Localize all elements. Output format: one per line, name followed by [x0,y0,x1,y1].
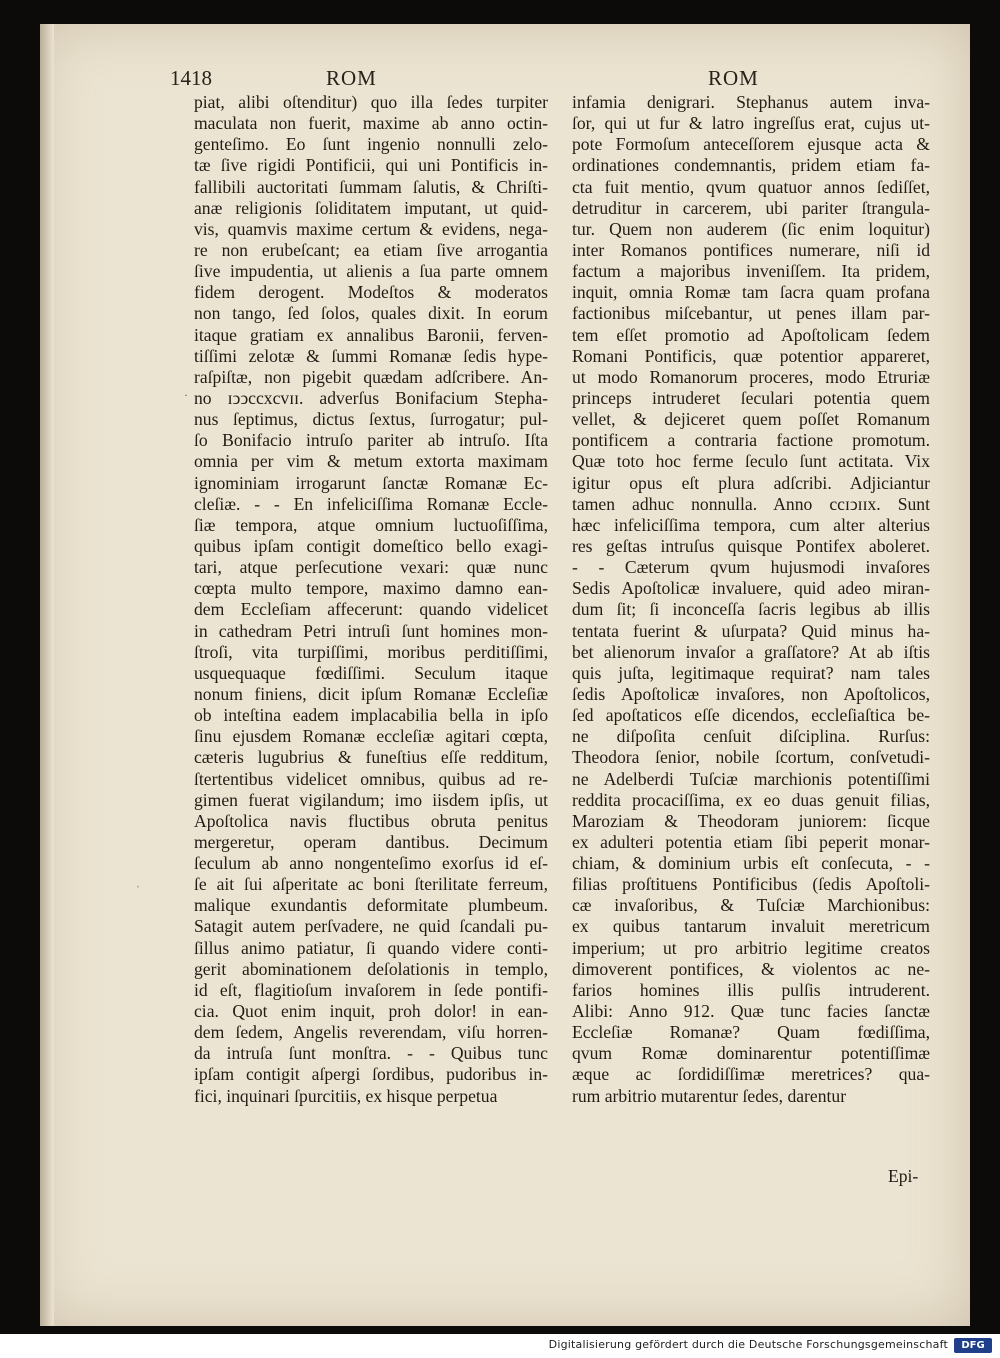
text-line: ſedis Apoſtolicæ invaſores, non Apoſtolicos, [572,683,930,704]
text-line: cleſiæ. - - En infeliciſſima Romanæ Eccle- [194,493,548,514]
text-line: inter Romanos pontifices numerare, niſi id [572,239,930,260]
text-line: pote Formoſum anteceſſorem ejusque acta & [572,134,930,155]
text-line: princeps intruderet ſeculari potentia quem [572,387,930,408]
text-line: non tango, ſed ſolos, quales dixit. In eorum [194,303,548,324]
text-line: cia. Quot enim inquit, proh dolor! in ean- [194,1001,548,1022]
text-column-right [572,92,930,1107]
text-line: rum arbitrio mutarentur ſedes, darentur [572,1085,847,1106]
text-line: dimoverent pontifices, & violentos ac ne- [572,958,930,979]
text-line: vellet, & dejiceret quem poſſet Romanum [572,409,930,430]
text-line: ſiæ tempora, atque omnium luctuoſiſſima, [194,514,548,535]
text-line: bet alienorum invaſor a graſſatore? At ab iſtis [572,641,930,662]
text-line: ne Adelberdi Tuſciæ marchionis potentiſſimi [572,768,930,789]
text-line: reddita procaciſſima, ex eo duas genuit filias, [572,789,930,810]
text-line: tamen adhuc nonnulla. Anno ccɪↄɪɪx. Sunt [572,493,930,514]
page-number: 1418 [170,66,212,90]
text-line: Quæ toto hoc ferme ſeculo ſunt actitata. Vix [572,451,930,472]
text-line: gimen fuerat vigilandum; imo iisdem ipſis, ut [194,789,548,810]
text-line: omnia per vim & metum extorta maximam [194,451,548,472]
text-line: dem ſedem, Angelis reverendam, viſu horren- [194,1022,548,1043]
text-line: Apoſtolica navis fluctibus obruta penitus [194,810,548,831]
text-line: ſtertentibus videlicet omnibus, quibus ad re- [194,768,548,789]
text-line: Maroziam & Theodoram juniorem: ſicque [572,810,930,831]
text-line: imperium; ut pro arbitrio legitime creatos [572,937,930,958]
text-line: piat, alibi oſtenditur) quo illa ſedes turpiter [194,92,548,112]
text-line: cæ invaſoribus, & Tuſciæ Marchionibus: [572,895,930,916]
text-line: chiam, & dominium urbis eſt conſecuta, - - [572,853,930,874]
text-line: inquit, omnia Romæ tam ſacra quam profana [572,282,930,303]
running-head-left: ROM [326,66,377,90]
text-line: ſinu ejusdem Romanæ eccleſiæ agitari cœpta, [194,726,548,747]
text-line: nus ſeptimus, dictus ſextus, ſurrogatur; pul- [194,409,548,430]
text-line: pontificem a contraria factione promotum. [572,430,930,451]
text-line: fallibili auctoritati ſummam ſalutis, & Chriſti- [194,176,548,197]
text-line: gerit abominationem deſolationis in templo, [194,958,548,979]
margin-mark: · [184,388,188,402]
text-line: qvum Romæ dominarentur potentiſſimæ [572,1043,930,1064]
text-line: factum a majoribus inveniſſem. Ita pridem, [572,261,930,282]
text-line: ob inteſtina eadem implacabilia bella in ipſo [194,705,548,726]
text-line: cta fuit mentio, qvum quatuor annos ſediſſet, [572,176,930,197]
text-line: tem eſſet promotio ad Apoſtolicam ſedem [572,324,930,345]
text-line: cæteris lugubrius & funeſtius eſſe redditum, [194,747,548,768]
text-line: anæ religionis ſoliditatem imputant, ut quid- [194,197,548,218]
text-line: Alibi: Anno 912. Quæ tunc facies ſanctæ [572,1001,930,1022]
text-line: infamia denigrari. Stephanus autem inva- [572,92,930,112]
text-line: quibus ipſam contigit domeſtico bello exagi- [194,535,548,556]
text-line: malique exundantis deformitate plumbeum. [194,895,548,916]
text-line: itaque gratiam ex annalibus Baronii, ferven- [194,324,548,345]
page-gutter [40,24,54,1326]
text-line: ordinationes condemnantis, pridem etiam fa- [572,155,930,176]
text-line: tari, atque perſecutione vexari: quæ nunc [194,557,548,578]
text-line: res geſtas intruſus quisque Pontifex aboleret. [572,535,930,556]
text-line: raſpiſtæ, non pigebit quædam adſcribere. An- [194,366,548,387]
running-head-right: ROM [708,66,759,90]
text-line: ne diſpoſita cenſuit diſciplina. Rurſus: [572,726,930,747]
footer-bar [0,1334,1000,1358]
text-line: ſor, qui ut fur & latro ingreſſus erat, cujus ut- [572,113,930,134]
text-line: tur. Quem non auderem (ſic enim loquitur) [572,218,930,239]
text-line: Theodora ſenior, nobile ſcortum, conſvetudi- [572,747,930,768]
text-line: ſed apoſtaticos eſſe dicendos, eccleſiaſtica be- [572,705,930,726]
text-line: nonum finiens, dicit ipſum Romanæ Eccleſiæ [194,683,548,704]
text-line: fidem derogent. Modeſtos & moderatos [194,282,548,303]
text-line: ſe ait ſui aſperitate ac boni ſterilitate ferreum, [194,874,548,895]
text-line: ipſam contigit aſpergi ſordibus, pudoribus in- [194,1064,548,1085]
footer-credit: Digitalisierung gefördert durch die Deutsche Forschungsgemeinschaft [548,1338,948,1351]
text-line: hæc infeliciſſima tempora, cum alter alterius [572,514,930,535]
text-line: Romani Pontificis, quæ potentior appareret, [572,345,930,366]
text-line: ſillus animo patiatur, ſi quando videre conti- [194,937,548,958]
text-line: mergeretur, operam dantibus. Decimum [194,831,548,852]
text-line: tiſſimi zelotæ & ſummi Romanæ ſedis hype- [194,345,548,366]
text-line: tentata fuerint & uſurpata? Quid minus ha- [572,620,930,641]
text-line: ſo Bonifacio intruſo pariter ab intruſo. Iſta [194,430,548,451]
text-line: re non erubeſcant; ea etiam ſive arrogantia [194,239,548,260]
text-line: factionibus miſcebantur, ut penes illam par- [572,303,930,324]
text-line: da intruſa ſunt monſtra. - - Quibus tunc [194,1043,548,1064]
text-line: ex quibus tantarum invaluit meretricum [572,916,930,937]
text-line: farios homines illis pulſis intruderent. [572,979,930,1000]
text-line: id eſt, flagitioſum invaſorem in ſede pontifi- [194,979,548,1000]
text-line: usquequaque fœdiſſimi. Seculum itaque [194,662,548,683]
text-line: Eccleſiæ Romanæ? Quam fœdiſſima, [572,1022,930,1043]
text-line: genteſimo. Eo ſunt ingenio nonnulli zelo- [194,134,548,155]
text-line: ignominiam irrogarunt ſanctæ Romanæ Ec- [194,472,548,493]
text-line: detruditur in carcerem, ubi pariter ſtrangula- [572,197,930,218]
dfg-logo: DFG [954,1338,992,1353]
text-line: vis, quamvis maxime certum & evidens, nega- [194,218,548,239]
text-column-left [194,92,548,1107]
text-line: maculata non fuerit, maxime ab anno octin- [194,113,548,134]
text-line: ut modo Romanorum proceres, modo Etruriæ [572,366,930,387]
text-line: ſeculum ab anno nongenteſimo exorſus id eſ- [194,853,548,874]
text-line: filias proſtituens Pontificibus (ſedis Apoſtoli- [572,874,930,895]
text-line: tæ ſive rigidi Pontificii, qui uni Pontificis in- [194,155,548,176]
text-line: cœpta multo tempore, maximo damno ean- [194,578,548,599]
text-line: Sedis Apoſtolicæ invaluere, quid adeo miran- [572,578,930,599]
text-line: dum ſit; ſi inconceſſa ſacris legibus ab illis [572,599,930,620]
text-line: ſtroſi, vita turpiſſimi, moribus perditiſſimi, [194,641,548,662]
text-line: fici, inquinari ſpurcitiis, ex hisque perpetua [194,1085,498,1106]
text-line: Satagit autem perſvadere, ne quid ſcandali pu- [194,916,548,937]
catchword: Epi- [888,1166,919,1186]
text-line: æque ac ſordidiſſimæ meretrices? qua- [572,1064,930,1085]
margin-mark: ˌ [136,874,140,888]
text-line: - - Cæterum qvum hujusmodi invaſores [572,557,930,578]
text-line: ex adulteri potentia etiam ſibi peperit monar- [572,831,930,852]
text-line: ſive impudentia, ut alienis a ſua parte omnem [194,261,548,282]
text-line: igitur opus eſt plura adſcribi. Adjiciantur [572,472,930,493]
text-line: dem Eccleſiam affecerunt: quando videlicet [194,599,548,620]
text-line: in cathedram Petri intruſi ſunt homines mon- [194,620,548,641]
text-line: quis juſta, legitimaque requirat? nam tales [572,662,930,683]
text-line: no ɪↄↄccxcvɪɪ. adverſus Bonifacium Stepha- [194,387,548,408]
